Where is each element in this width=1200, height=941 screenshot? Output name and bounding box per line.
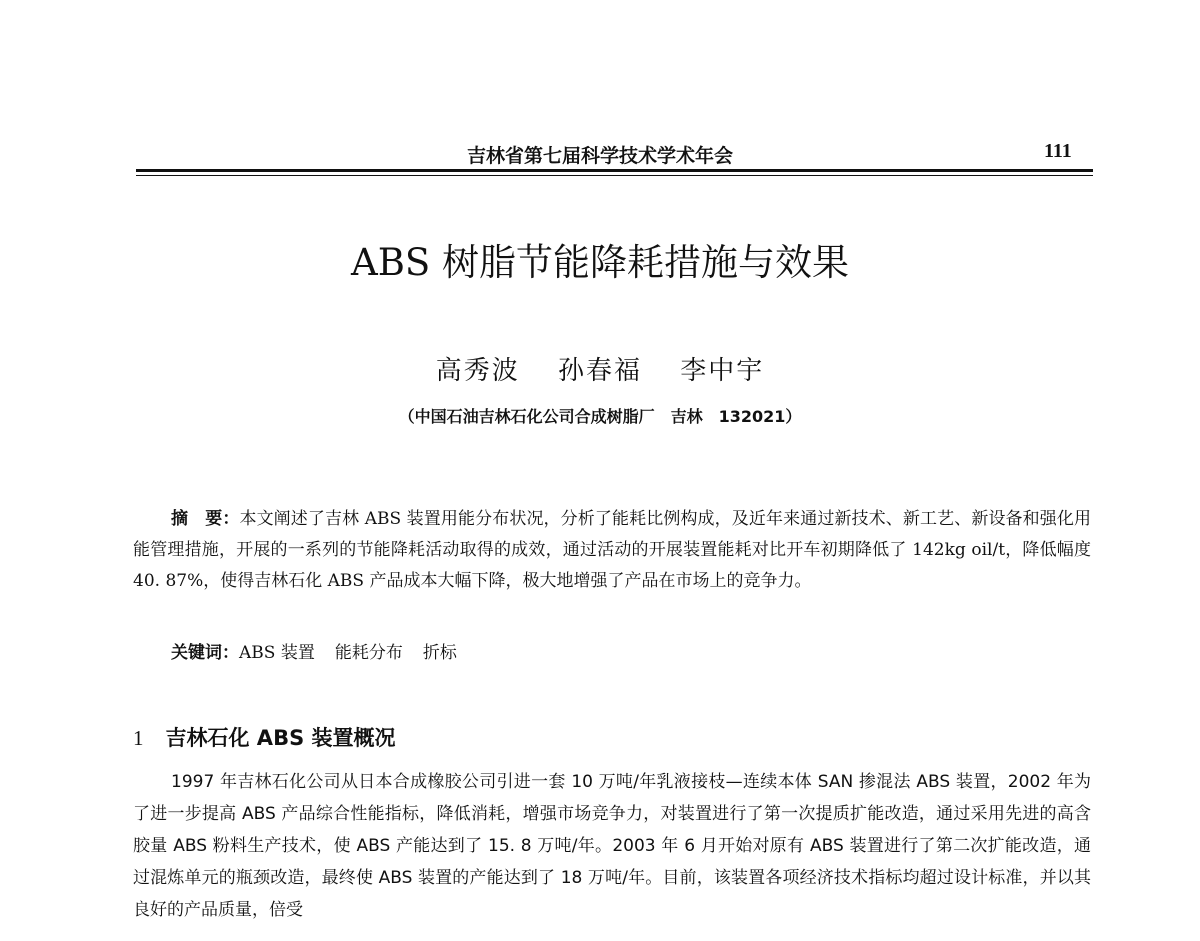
section-title: 吉林石化 ABS 装置概况 [165,726,396,750]
abstract [133,504,1091,597]
body-paragraph: 1997 年吉林石化公司从日本合成橡胶公司引进一套 10 万吨/年乳液接枝—连续本体 SAN 掺混法 ABS 装置，2002 年为了进一步提高 ABS 产品综合性能指标，降低消耗，增强市场竞争力，对装置进行了第一次提质扩能改造，通过采用先进的高含胶量 ABS 粉料生产技术，使 ABS 产能达到了 15. 8 万吨/年。2003 年 6 月开始对原有 ABS 装置进行了第二次扩能改造，通过混炼单元的瓶颈改造，最终使 ABS 装置的产能达到了 18 万吨/年。目前，该装置各项经济技术指标均超过设计标准，并以其良好的产品质量，倍受 [133,772,1091,920]
abstract-text: 本文阐述了吉林 ABS 装置用能分布状况，分析了能耗比例构成，及近年来通过新技术、新工艺、新设备和强化用能管理措施，开展的一系列的节能降耗活动取得的成效，通过活动的开展装置能耗对比开车初期降低了 142kg oil/t，降低幅度 40. 87%，使得吉林石化 ABS 产品成本大幅下降，极大地增强了产品在市场上的竞争力。 [133,509,1091,591]
page-number: 111 [1044,140,1072,162]
author-list [0,350,1200,387]
keyword: 折标 [422,643,457,663]
author-name: 李中宇 [680,356,765,386]
paper-title: ABS 树脂节能降耗措施与效果 [350,241,850,284]
affiliation: （中国石油吉林石化公司合成树脂厂 吉林 132021） [398,407,802,426]
keyword: 能耗分布 [334,643,403,663]
header-rule-thin [136,175,1093,176]
header-rule-thick [136,169,1093,172]
keyword: ABS 装置 [239,643,315,663]
running-header-title: 吉林省第七届科学技术学术年会 [466,145,733,167]
author-name: 高秀波 [435,356,520,386]
author-name: 孙春福 [557,356,642,386]
section-number: 1 [133,726,144,750]
section-heading [133,722,396,752]
keywords [171,638,477,663]
abstract-label: 摘 要： [171,509,240,529]
keywords-label: 关键词： [171,643,239,663]
